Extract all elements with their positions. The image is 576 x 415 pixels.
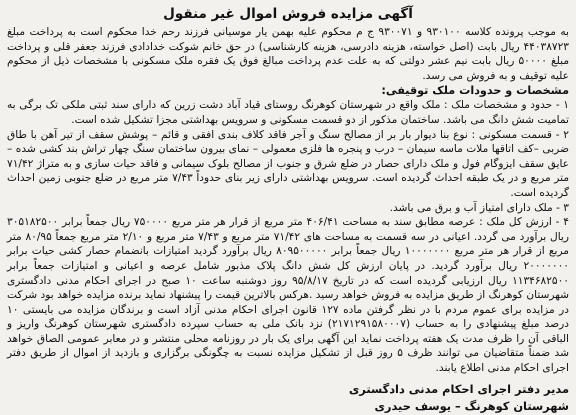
signature-name: شهرستان کوهرنگ – یوسف حیدری xyxy=(374,398,569,413)
signature-block xyxy=(7,381,569,415)
property-item-boundaries: ۱ - حدود و مشخصات ملک : ملک واقع در شهرستان کوهرنگ روستای قیاد آباد دشت زرین که دارای سند ثبتی ملکی تک برگی به تمامیت شش دانگ می باشد. ساختمان مذکور از دو قسمت مسکونی و سرویس بهداشتی مجزا تشکیل شده است. xyxy=(7,99,569,126)
notice-intro: به موجب پرونده کلاسه ۹۳۰۱۰۰ و ۹۳۰۰۷۱ ج م محکوم علیه بهمن یار موسیانی فرزند رحم خدا محکوم است به پرداخت مبلغ ۴۴۰۳۸۷۲۳ ریال بابت (اصل خواسته، هزینه دادرسی، هزینه کارشناسی) در حق خانم شوکت خدادادی فرزند جعفر قلی و پرداخت مبلغ ۵۰۰۰۰ ریال بابت نیم عشر دولتی که به علت عدم پرداخت مبالغ فوق یک فقره ملک مسکونی با مشخصات ذیل از محکوم علیه توقیف و به فروش می رسد. xyxy=(7,26,570,82)
property-items xyxy=(7,98,569,375)
property-item-residential: ۲ - قسمت مسکونی : نوع بنا دیوار بار بر از مصالح سنگ و آجر فاقد کلاف بندی افقی و قائم – پوشش سقف از تیر آهن با طاق ضربی –کف اتاقها ملات ماسه سیمان – درب و پنجره ها فلزی معمولی – نمای بیرون ساختمان سنگ چهار تراش بند کشی شده – عایق سقف ایزوگام فول و ملک دارای حصار در ضلع شرق و جنوب از مصالح بلوک سیمانی و فاقد حیات سازی و به متراژ ۷۱/۴۲ متر مربع و در یک طبقه احداث گردیده است. سرویس بهداشتی دارای زیر بنای حدوداً ۷/۴۳ متر مربع در ضلع جنوبی زمین احداث گردیده است. xyxy=(7,128,569,199)
property-item-valuation: ۴ - ارزش کل ملک : عرصه مطابق سند به مساحت ۴۰۶/۴۱ متر مربع از قرار هر متر مربع ۷۵۰۰۰۰ ریال جمعاً برابر ۳۰۵۱۸۲۵۰۰ ریال برآورد می گردد. اعیانی در سه قسمت به مساحت های ۷۱/۴۲ متر مربع و ۷/۴۳ متر مربع و ۲/۱۰ متر مربع جمعاً ۸۰/۹۵ متر مربع از قرار هر متر مربع ۱۰۰۰۰۰۰۰ ریال جمعاً برابر ۸۰۹۵۰۰۰۰۰ ریال برآورد گردید امتیازات بانضمام حصار کشی حیات برابر ۲۰۰۰۰۰۰۰ ریال برآورد گردید. در پایان ارزش کل شش دانگ پلاک مذبور شامل عرصه و اعیانی و امتیازات جمعاً برابر ۱۱۳۴۶۸۲۵۰۰ ریال ارزیابی گردیده است که در تاریخ ۹۵/۸/۱۷ روز دوشنبه ساعت ۱۰ صبح در اجرای احکام مدنی دادگستری شهرستان کوهرنگ از طریق مزایده به فروش خواهد رسید .هرکس بالاترین قیمت را پیشنهاد نماید برنده مزایده خواهد بود شرکت در مزایده برای عموم مردم با در نظر گرفتن ماده ۱۲۷ قانون اجرای احکام مدنی آزاد است و برندگان مزایده می بایستی ۱۰ درصد مبلغ پیشنهادی را به حساب (۲۱۷۱۲۹۱۵۸۰۰۰۷) نزد بانک ملی به حساب سپرده دادگستری شهرستان کوهرنگ واریز و الباقی آن را ظرف مدت یک هفته پرداخت نماید این آگهی برای یک بار در روزنامه محلی منتشر و در معابر عمومی الصاق خواهد شد ضمناً متقاضیان می توانند ظرف ۵ روز قبل از تشکیل مزایده نسبت به چگونگی برگزاری و بازدید از اموال از طریق دفتر اجرای احکام مدنی اطلاع یابند. xyxy=(7,216,569,375)
property-heading: مشخصات و حدودات ملک توقیفی: xyxy=(381,84,569,98)
signature-title: مدیر دفتر اجرای احکام مدنی دادگستری xyxy=(348,381,569,396)
notice-title: آگهی مزایده فروش اموال غیر منقول xyxy=(163,6,413,22)
property-item-utilities: ۳ - ملک دارای امتیاز آب و برق می باشد. xyxy=(389,201,569,214)
